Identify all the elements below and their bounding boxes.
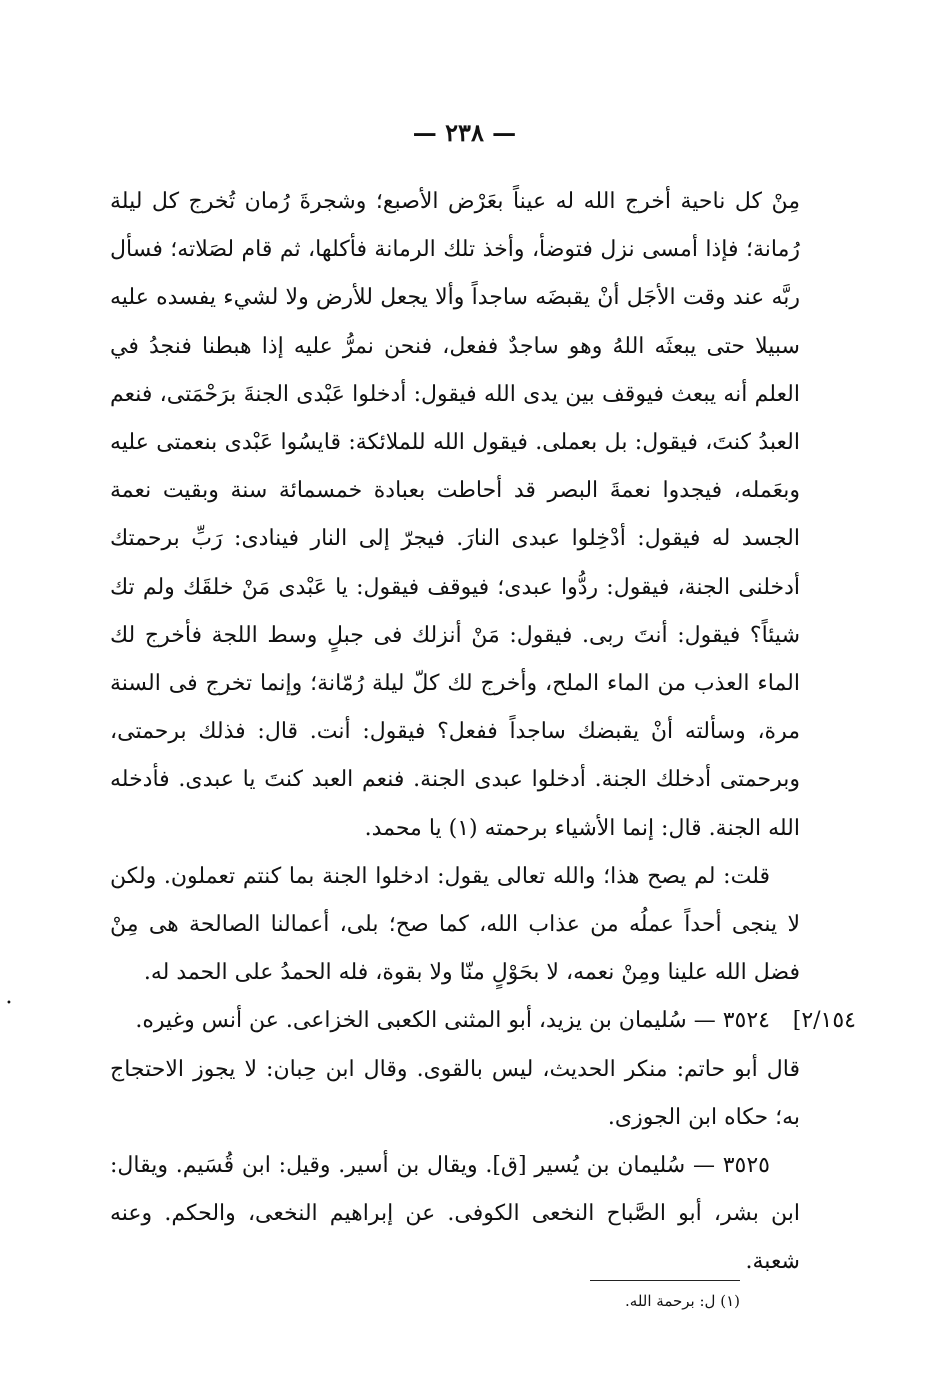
entry-3524 bbox=[110, 997, 856, 1045]
main-text bbox=[110, 178, 856, 1287]
entry-text: قال أبو حاتم: منكر الحديث، ليس بالقوى. وقال ابن حِبان: لا يجوز الاحتجاج به؛ حكاه ابن الجوزى. bbox=[110, 1056, 800, 1130]
margin-reference: [٢/١٥٤ bbox=[792, 1008, 856, 1034]
margin-dot: • bbox=[6, 998, 12, 1009]
commentary-paragraph: قلت: لم يصح هذا؛ والله تعالى يقول: ادخلوا الجنة بما كنتم تعملون. ولكن لا ينجى أحداً عملُه من عذاب الله، كما صح؛ بلى، أعمالنا الصالحة هى مِنْ فضل الله علينا ومِنْ نعمه، لا بحَوْلٍ منّا ولا بقوة، فله الحمدُ على الحمد له. bbox=[110, 863, 800, 986]
footnote: (١) ل: برحمة الله. bbox=[625, 1292, 740, 1310]
footnote-rule bbox=[590, 1280, 740, 1281]
entry-3525-heading: ٣٥٢٥ — سُليمان بن يُسير [ق]. ويقال بن أسير. وقيل: ابن قُسَيم. ويقال: ابن بشر، أبو الصَّباح النخعى الكوفى. عن إبراهيم النخعى، والحكم. وعنه شعبة. bbox=[110, 1153, 800, 1275]
entry-heading: ٣٥٢٤ — سُليمان بن يزيد، أبو المثنى الكعبى الخزاعى. عن أنس وغيره. bbox=[135, 1008, 770, 1034]
story-paragraph: مِنْ كل ناحية أخرج الله له عيناً بعَرْض الأصبع؛ وشجرةَ رُمان تُخرج كل ليلة رُمانة؛ فإذا أمسى نزل فتوضأ، وأخذ تلك الرمانة فأكلها، ثم قام لصَلاته؛ فسأل ربَّه عند وقت الأجَل أنْ يقبضَه ساجداً وألا يجعل للأرض ولا لشيء يفسده عليه سبيلا حتى يبعثَه اللهُ وهو ساجدٌ ففعل، فنحن نمرُّ عليه إذا هبطنا فنجدُ في العلم أنه يبعث فيوقف بين يدى الله فيقول: أدخلوا عَبْدى الجنةَ برَحْمَتى، فنعم العبدُ كنتَ، فيقول: بل بعملى. فيقول الله للملائكة: قايسُوا عَبْدى بنعمتى عليه وبعَمله، فيجدوا نعمةَ البصر قد أحاطت بعبادة خمسمائة سنة وبقيت نعمة الجسد له فيقول: أدْخِلوا عبدى النارَ. فيجرّ إلى النار فينادى: رَبِّ برحمتك أدخلنى الجنة، فيقول: ردُّوا عبدى؛ فيوقف فيقول: يا عَبْدى مَنْ خلقَك ولم تك شيئاً؟ فيقول: أنتَ ربى. فيقول: مَنْ أنزلك فى جبلٍ وسط اللجة فأخرج لك الماء العذب من الماء الملح، وأخرج لك كلّ ليلة رُمّانة؛ وإنما تخرج فى السنة مرة، وسألته أنْ يقبضك ساجداً ففعل؟ فيقول: أنت. قال: فذلك برحمتى، وبرحمتى أدخلك الجنة. أدخلوا عبدى الجنة. فنعم العبد كنتَ يا عبدى. فأدخله الله الجنة. قال: إنما الأشياء برحمته (١) يا محمد. bbox=[110, 189, 800, 841]
page-number: — ٢٣٨ — bbox=[412, 118, 517, 147]
